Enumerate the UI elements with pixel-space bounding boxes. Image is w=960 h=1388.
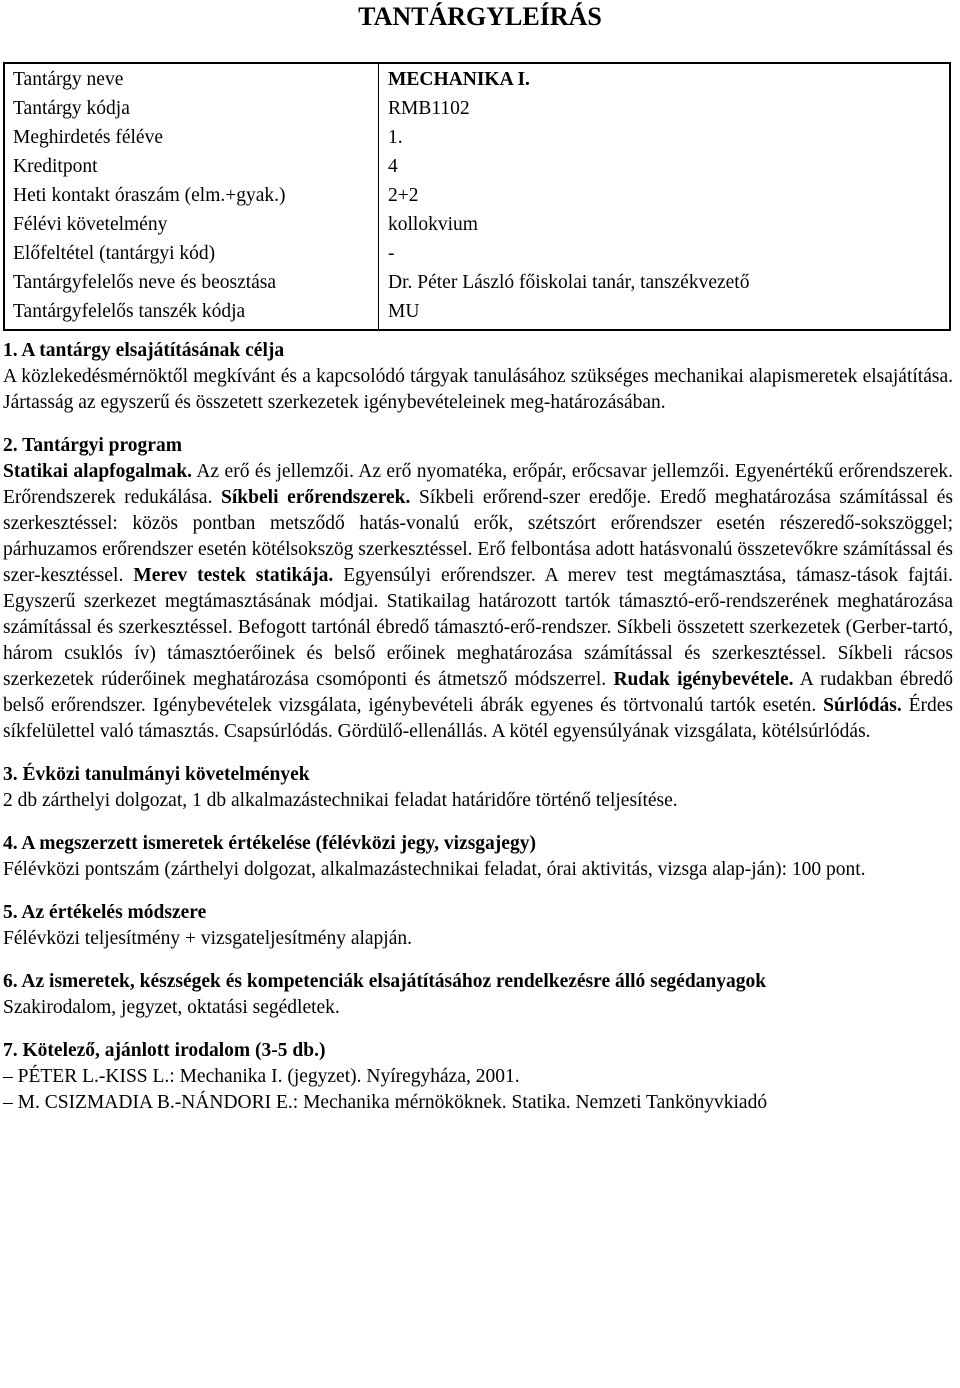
section-heading: 6. Az ismeretek, készségek és kompetenciák elsajátításához rendelkezésre álló segédanyagok (3, 971, 767, 992)
literature-item: – PÉTER L.-KISS L.: Mechanika I. (jegyzet). Nyíregyháza, 2001. (3, 1066, 520, 1087)
section-requirements (3, 762, 953, 814)
program-text (3, 459, 953, 745)
info-value: 1. (388, 127, 403, 148)
info-value: 4 (388, 156, 398, 177)
section-text: Szakirodalom, jegyzet, oktatási segédletek. (3, 997, 340, 1018)
program-topic-bold: Súrlódás. (823, 695, 902, 716)
program-text-run: Az erő és jellemzői. Az erő nyomatéka, erőpár, erőcsavar jellemzői. Egyenértékű erőrendszerek. Erőrendszerek redukálása. (3, 461, 953, 508)
info-label: Tantárgyfelelős tanszék kódja (4, 297, 379, 330)
program-topic-bold: Merev testek statikája. (133, 565, 334, 586)
info-label: Heti kontakt óraszám (elm.+gyak.) (4, 181, 379, 210)
info-row (4, 181, 950, 210)
info-row (4, 268, 950, 297)
info-value: kollokvium (388, 214, 478, 235)
literature-list (3, 1064, 953, 1116)
info-row (4, 297, 950, 330)
section-heading: 1. A tantárgy elsajátításának célja (3, 340, 285, 361)
program-text-run: Egyensúlyi erőrendszer. A merev test megtámasztása, támasz-tások fajtái. Egyszerű szerkezet megtámasztásának módjai. Statikailag határozott tartók támasztó-erő-rendszerének meghatározása számítással és szerkesztéssel. Befogott tartónál ébredő támasztó-erő-rendszer. Síkbeli összetett szerkezetek (Gerber-tartó, három csuklós ív) támasztóerőinek és belső erőinek meghatározása számítással és szerkesztéssel. Síkbeli rácsos szerkezetek rúderőinek meghatározása csomóponti és átmetsző módszerrel. (3, 565, 953, 690)
section-text: Félévközi teljesítmény + vizsgateljesítmény alapján. (3, 928, 413, 949)
course-info-table (3, 62, 951, 331)
program-topic-bold: Statikai alapfogalmak. (3, 461, 193, 482)
section-text: A közlekedésmérnöktől megkívánt és a kapcsolódó tárgyak tanulásához szükséges mechanikai alapismeretek elsajátítása. Jártasság az egyszerű és összetett szerkezetek igénybevételeinek meg-határozásában. (3, 366, 953, 413)
info-row (4, 63, 950, 94)
info-row (4, 152, 950, 181)
section-materials (3, 969, 953, 1021)
section-heading: 4. A megszerzett ismeretek értékelése (félévközi jegy, vizsgajegy) (3, 833, 536, 854)
info-label: Tantárgy neve (4, 63, 379, 94)
info-row (4, 239, 950, 268)
document-title: TANTÁRGYLEÍRÁS (358, 2, 602, 31)
section-heading: 5. Az értékelés módszere (3, 902, 207, 923)
info-label: Tantárgyfelelős neve és beosztása (4, 268, 379, 297)
section-assessment (3, 831, 953, 883)
info-label: Meghirdetés féléve (4, 123, 379, 152)
info-value: 2+2 (388, 185, 419, 206)
info-value: Dr. Péter László főiskolai tanár, tanszékvezető (388, 272, 750, 293)
section-text: 2 db zárthelyi dolgozat, 1 db alkalmazástechnikai feladat határidőre történő teljesítése. (3, 790, 678, 811)
info-row (4, 123, 950, 152)
section-heading: 7. Kötelező, ajánlott irodalom (3-5 db.) (3, 1040, 326, 1061)
section-heading: 2. Tantárgyi program (3, 435, 182, 456)
section-program (3, 433, 953, 745)
info-row (4, 210, 950, 239)
info-label: Félévi követelmény (4, 210, 379, 239)
program-topic-bold: Rudak igénybevétele. (613, 669, 794, 690)
info-label: Előfeltétel (tantárgyi kód) (4, 239, 379, 268)
program-text-run: Síkbeli erőrend-szer eredője. Eredő meghatározása számítással és szerkesztéssel: közös pontban metsződő hatás-vonalú erők, szétszórt erőrendszer esetén részeredő-sokszöggel; párhuzamos erőrendszer esetén kötélsokszög szerkesztéssel. Erő felbontása adott hatásvonalú összetevőkre számítással és szer-kesztéssel. (3, 487, 953, 586)
info-value: - (388, 243, 395, 264)
section-goal (3, 338, 953, 416)
program-topic-bold: Síkbeli erőrendszerek. (221, 487, 411, 508)
info-label: Kreditpont (4, 152, 379, 181)
section-heading: 3. Évközi tanulmányi követelmények (3, 764, 310, 785)
section-text: Félévközi pontszám (zárthelyi dolgozat, alkalmazástechnikai feladat, órai aktivitás, vizsga alap-ján): 100 pont. (3, 859, 866, 880)
info-value: MU (388, 301, 420, 322)
info-value: MECHANIKA I. (388, 69, 530, 90)
info-value: RMB1102 (388, 98, 470, 119)
info-row (4, 94, 950, 123)
program-text-run: A rudakban ébredő belső erőrendszer. Igénybevételek vizsgálata, igénybevételi ábrák egyenes és törtvonalú tartók esetén. (3, 669, 953, 716)
info-label: Tantárgy kódja (4, 94, 379, 123)
program-text-run: Érdes síkfelülettel való támasztás. Csapsúrlódás. Gördülő-ellenállás. A kötél egyensúlyának vizsgálata, kötélsúrlódás. (3, 695, 953, 742)
document-body (3, 338, 953, 1116)
literature-item: – M. CSIZMADIA B.-NÁNDORI E.: Mechanika mérnököknek. Statika. Nemzeti Tankönyvkiadó (3, 1092, 768, 1113)
section-literature (3, 1038, 953, 1116)
section-evaluation-method (3, 900, 953, 952)
